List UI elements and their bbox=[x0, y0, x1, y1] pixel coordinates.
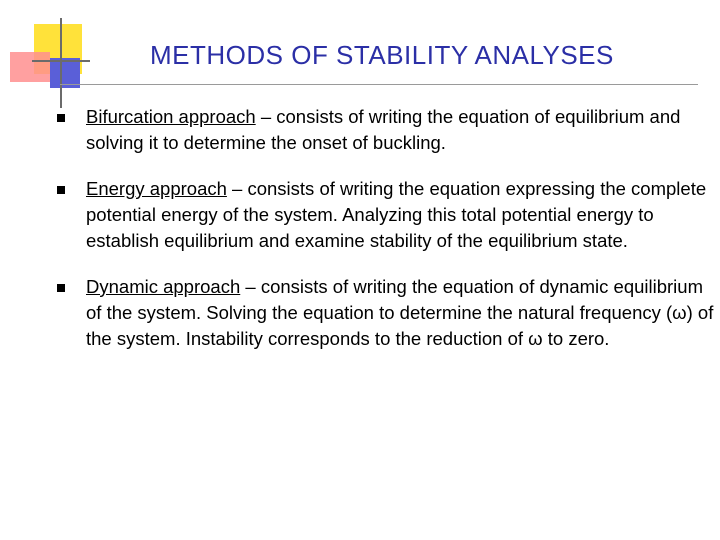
decorative-horizontal-line bbox=[32, 60, 90, 62]
bullet-text: – consists of writing the equation of dynamic equilibrium of the system. Solving the equation to determine the natural frequency (ω) of the system. Instability corresponds to the reduction of ω to zero. bbox=[86, 276, 714, 349]
bullet-text: – consists of writing the equation expressing the complete potential energy of the system. Analyzing this total potential energy to establish equilibrium and examine stability of the equilibrium state. bbox=[86, 178, 707, 251]
title-divider bbox=[60, 84, 698, 85]
bullet-text: – consists of writing the equation of equilibrium and solving it to determine the onset of buckling. bbox=[86, 106, 681, 153]
bullet-item-dynamic bbox=[54, 274, 714, 352]
bullet-item-bifurcation bbox=[54, 104, 714, 156]
bullet-term: Dynamic approach bbox=[86, 276, 241, 297]
decorative-vertical-line bbox=[60, 18, 62, 108]
slide-title: METHODS OF STABILITY ANALYSES bbox=[150, 40, 614, 70]
bullet-list bbox=[54, 104, 714, 372]
square-bullet-icon bbox=[57, 284, 65, 292]
bullet-term: Energy approach bbox=[86, 178, 227, 199]
square-bullet-icon bbox=[57, 186, 65, 194]
square-bullet-icon bbox=[57, 114, 65, 122]
decorative-pink-square bbox=[10, 52, 50, 82]
bullet-item-energy bbox=[54, 176, 714, 254]
bullet-term: Bifurcation approach bbox=[86, 106, 256, 127]
